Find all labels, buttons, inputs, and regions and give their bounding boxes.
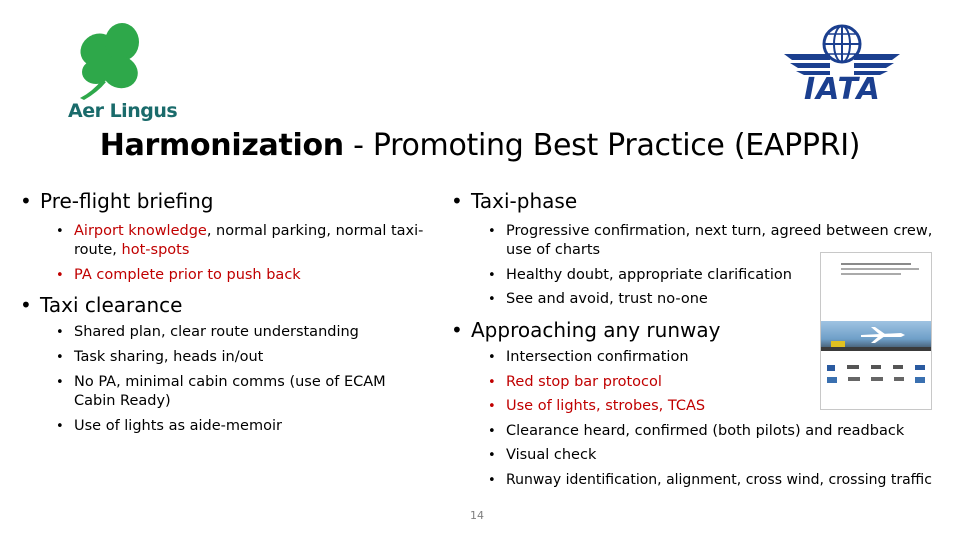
taxi-clearance-section bbox=[20, 293, 440, 436]
pre-flight-list bbox=[56, 222, 440, 285]
shamrock-icon bbox=[62, 20, 182, 100]
list-item: • Progressive confirmation, next turn, agreed between crew, use of charts bbox=[488, 222, 946, 260]
list-item: • Airport knowledge, normal parking, normal taxi-route, hot-spots bbox=[56, 222, 430, 260]
taxi-phase-heading: • Taxi-phase bbox=[451, 189, 951, 213]
list-item: • See and avoid, trust no-one bbox=[488, 290, 951, 309]
list-item: • Healthy doubt, appropriate clarification bbox=[488, 266, 951, 285]
pre-flight-section bbox=[20, 189, 440, 285]
list-item: • Clearance heard, confirmed (both pilots) and readback bbox=[488, 422, 956, 441]
runway-list bbox=[488, 348, 956, 490]
runway-section bbox=[451, 318, 956, 490]
pre-flight-heading: • Pre-flight briefing bbox=[20, 189, 440, 213]
list-item: • Visual check bbox=[488, 446, 956, 465]
aer-lingus-wordmark: Aer Lingus bbox=[68, 100, 178, 122]
list-item: • Shared plan, clear route understanding bbox=[56, 323, 440, 342]
cover-title-lines bbox=[841, 263, 921, 277]
taxi-clearance-list bbox=[56, 323, 440, 436]
title-bold: Harmonization bbox=[99, 128, 344, 163]
title-rest: - Promoting Best Practice (EAPPRI) bbox=[343, 128, 861, 163]
list-item: • Red stop bar protocol bbox=[488, 373, 956, 392]
list-item: • Intersection confirmation bbox=[488, 348, 956, 367]
iata-wordmark: IATA bbox=[804, 72, 881, 107]
list-item: • Use of lights, strobes, TCAS bbox=[488, 397, 956, 416]
taxi-clearance-heading: • Taxi clearance bbox=[20, 293, 440, 317]
list-item: • PA complete prior to push back bbox=[56, 266, 440, 285]
iata-logo bbox=[782, 20, 902, 106]
list-item: • Use of lights as aide-memoir bbox=[56, 417, 440, 436]
list-item: • Task sharing, heads in/out bbox=[56, 348, 440, 367]
aer-lingus-logo bbox=[62, 20, 182, 125]
page-number: 14 bbox=[470, 509, 484, 522]
list-item: • No PA, minimal cabin comms (use of ECAM Cabin Ready) bbox=[56, 373, 394, 411]
slide-title bbox=[0, 128, 960, 163]
list-item: • Runway identification, alignment, cross wind, crossing traffic bbox=[488, 471, 956, 490]
runway-heading: • Approaching any runway bbox=[451, 318, 956, 342]
